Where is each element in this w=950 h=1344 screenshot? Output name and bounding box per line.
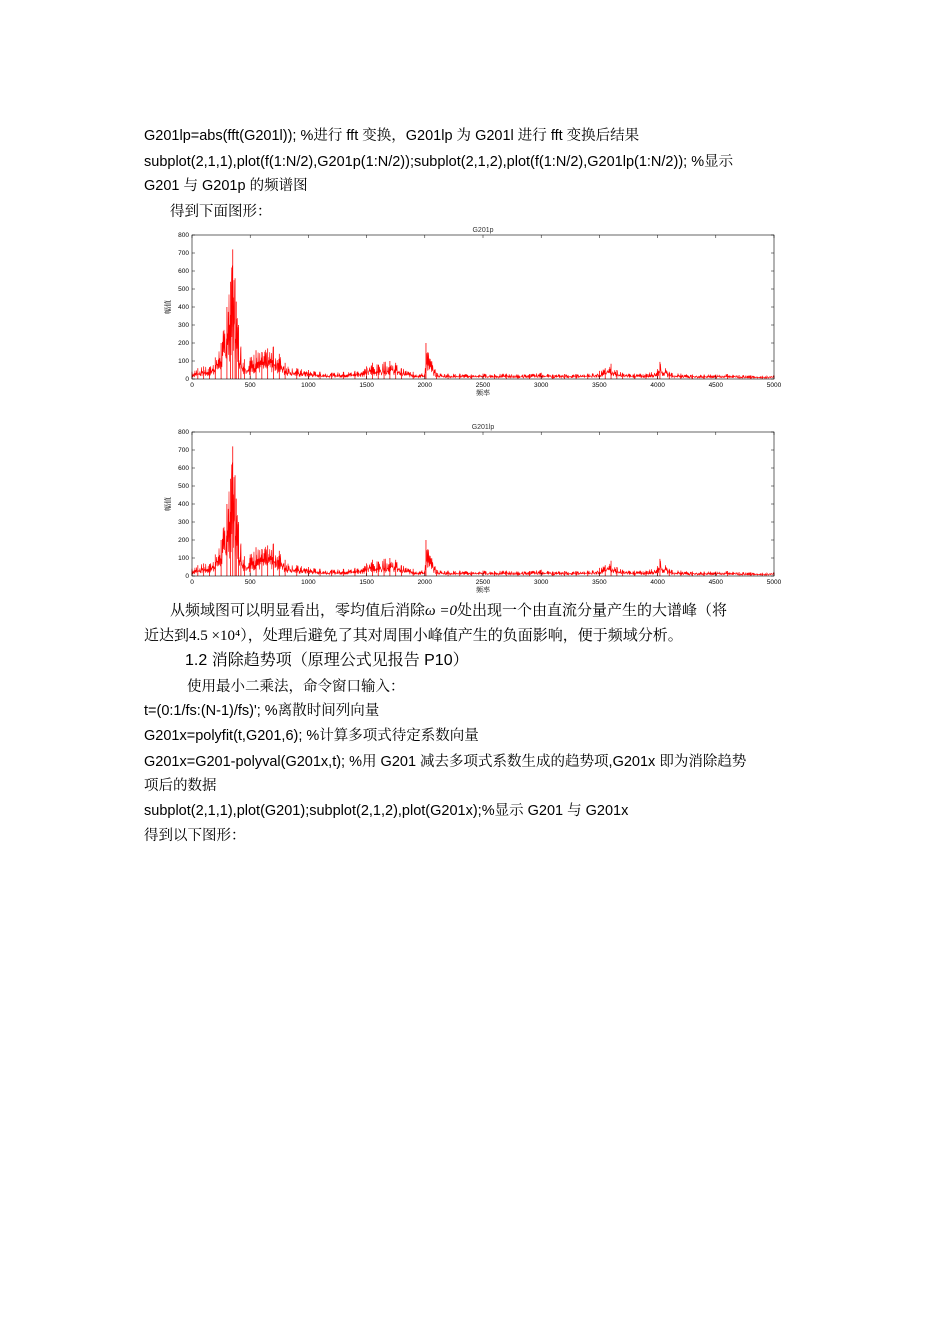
x-tick-label: 2500 bbox=[475, 382, 491, 389]
x-tick-label: 4500 bbox=[708, 579, 724, 586]
y-tick-label: 500 bbox=[178, 483, 189, 490]
analysis-text-d: ），处理后避免了其对周围小峰值产生的负面影响，便于频域分析。 bbox=[240, 627, 683, 644]
y-tick-label: 800 bbox=[178, 232, 189, 239]
y-tick-label: 100 bbox=[178, 555, 189, 562]
y-tick-label: 700 bbox=[178, 250, 189, 257]
y-tick-label: 500 bbox=[178, 286, 189, 293]
y-axis-label: 幅值 bbox=[164, 300, 172, 314]
x-tick-label: 2500 bbox=[475, 579, 491, 586]
analysis-text-c: 近达到 bbox=[144, 627, 190, 644]
chart-svg-g201lp bbox=[150, 421, 790, 596]
text-result-2: 得到以下图形： bbox=[144, 828, 246, 844]
y-tick-label: 200 bbox=[178, 340, 189, 347]
y-tick-label: 200 bbox=[178, 537, 189, 544]
omega-formula: ω =0 bbox=[425, 603, 457, 619]
y-tick-label: 0 bbox=[185, 573, 189, 580]
x-tick-label: 5000 bbox=[766, 579, 782, 586]
y-tick-label: 400 bbox=[178, 501, 189, 508]
analysis-text-b: 处出现一个由直流分量产生的大谱峰（将 bbox=[456, 602, 727, 619]
x-tick-label: 1500 bbox=[359, 382, 374, 389]
code-line-polyfit: G201x=polyfit(t,G201,6); %计算多项式待定系数向量 bbox=[144, 728, 479, 744]
y-tick-label: 300 bbox=[178, 519, 189, 526]
x-tick-label: 500 bbox=[244, 382, 256, 389]
x-tick-label: 3500 bbox=[592, 382, 607, 389]
code-line-time: t=(0:1/fs:(N-1)/fs)'; %离散时间列向量 bbox=[144, 703, 380, 719]
code-line-fft: G201lp=abs(fft(G201l)); %进行 fft 变换，G201lp 为 G201l 进行 fft 变换后结果 bbox=[144, 128, 640, 144]
y-tick-label: 400 bbox=[178, 304, 189, 311]
x-axis-label: 频率 bbox=[476, 389, 490, 397]
analysis-text-a: 从频域图可以明显看出，零均值后消除 bbox=[170, 602, 426, 619]
chart-title: G201lp bbox=[471, 424, 495, 431]
y-tick-label: 600 bbox=[178, 465, 189, 472]
code-line-polyval: G201x=G201-polyval(G201x,t); %用 G201 减去多项式系数生成的趋势项,G201x 即为消除趋势 bbox=[144, 754, 747, 770]
y-tick-label: 700 bbox=[178, 447, 189, 454]
x-axis-label: 频率 bbox=[476, 586, 490, 594]
paragraph-analysis-line1 bbox=[170, 601, 727, 621]
chart-g201p bbox=[150, 224, 790, 399]
y-axis-label: 幅值 bbox=[164, 497, 172, 511]
x-tick-label: 5000 bbox=[766, 382, 782, 389]
text-result-1: 得到下面图形： bbox=[170, 204, 272, 220]
paragraph-analysis-line2 bbox=[144, 626, 683, 646]
x-tick-label: 0 bbox=[190, 382, 194, 389]
x-tick-label: 500 bbox=[244, 579, 256, 586]
x-tick-label: 0 bbox=[190, 579, 194, 586]
y-tick-label: 100 bbox=[178, 358, 189, 365]
code-line-subplot-1: subplot(2,1,1),plot(f(1:N/2),G201p(1:N/2));subplot(2,1,2),plot(f(1:N/2),G201lp(1:N/2)); %显示 bbox=[144, 154, 734, 170]
x-tick-label: 2000 bbox=[417, 579, 433, 586]
x-tick-label: 3500 bbox=[592, 579, 607, 586]
x-tick-label: 4500 bbox=[708, 382, 724, 389]
chart-g201lp bbox=[150, 421, 790, 596]
chart-svg-g201p bbox=[150, 224, 790, 399]
x-tick-label: 1500 bbox=[359, 579, 374, 586]
x-tick-label: 1000 bbox=[301, 382, 316, 389]
magnitude-formula: 4.5 ×10⁴ bbox=[189, 628, 241, 644]
x-tick-label: 4000 bbox=[650, 579, 665, 586]
x-tick-label: 2000 bbox=[417, 382, 433, 389]
code-line-subplot-3: subplot(2,1,1),plot(G201);subplot(2,1,2),plot(G201x);%显示 G201 与 G201x bbox=[144, 803, 629, 819]
x-tick-label: 3000 bbox=[533, 579, 549, 586]
x-tick-label: 4000 bbox=[650, 382, 665, 389]
code-line-polyval-cont: 项后的数据 bbox=[144, 778, 217, 794]
section-heading: 1.2 消除趋势项（原理公式见报告 P10） bbox=[185, 652, 469, 669]
chart-title: G201p bbox=[472, 227, 494, 234]
x-tick-label: 1000 bbox=[301, 579, 316, 586]
y-tick-label: 600 bbox=[178, 268, 189, 275]
y-tick-label: 800 bbox=[178, 429, 189, 436]
code-line-subplot-2: G201 与 G201p 的频谱图 bbox=[144, 178, 308, 194]
x-tick-label: 3000 bbox=[533, 382, 549, 389]
y-tick-label: 0 bbox=[185, 376, 189, 383]
text-method: 使用最小二乘法，命令窗口输入： bbox=[187, 679, 405, 695]
y-tick-label: 300 bbox=[178, 322, 189, 329]
